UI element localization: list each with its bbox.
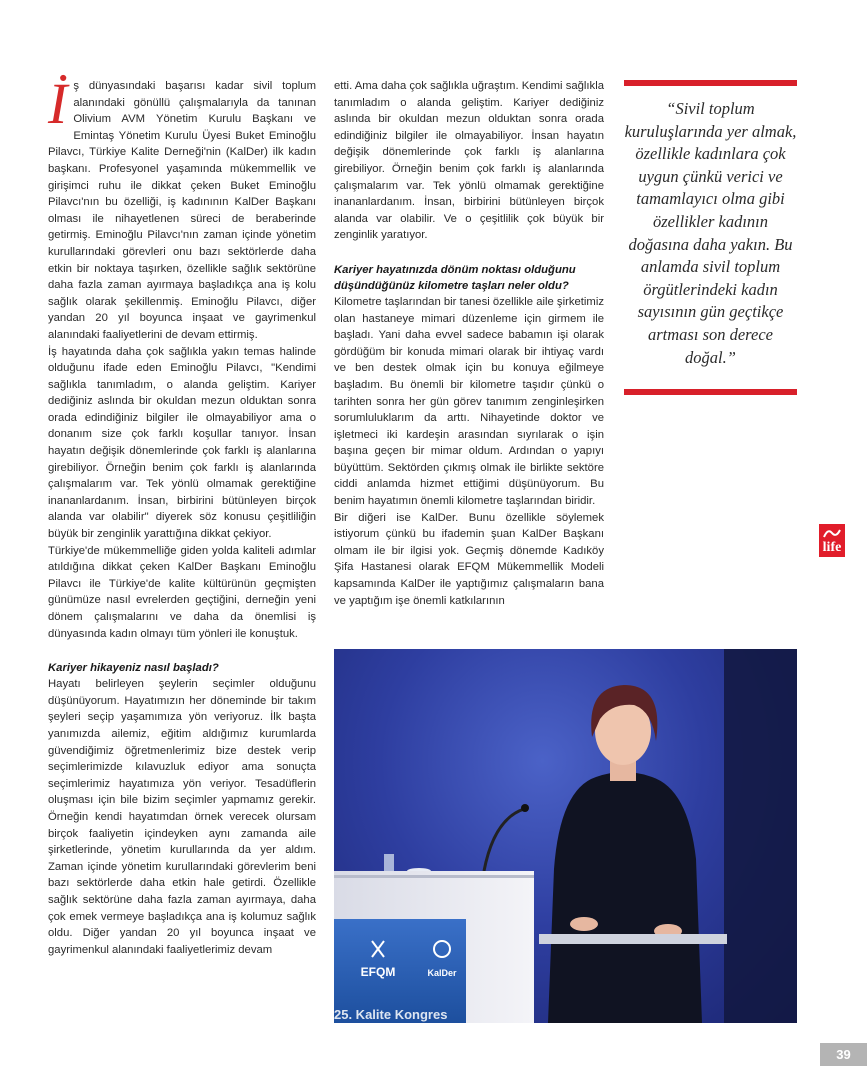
article-column-2 xyxy=(334,78,604,609)
logo-text: life xyxy=(822,540,842,555)
pull-quote: “Sivil toplum kuruluşlarında yer almak, özellikle kadınlara çok uygun çünkü verici ve tamamlayıcı olma gibi özellikler kadının doğasına daha yakın. Bu anlamda sivil toplum örgütlerindeki kadın sayısının gün geçtikçe artması son derece doğal.” xyxy=(624,99,797,367)
question-heading: Kariyer hikayeniz nasıl başladı? xyxy=(48,662,219,675)
speaker-photo xyxy=(334,649,797,1023)
paragraph: Bir diğeri ise KalDer. Bunu özellikle söylemek istiyorum çünkü bu ifademin şuan KalDer Başkanı olmam ile bir ilgisi yok. Geçmiş dönemde Kadıköy Şifa Hastanesi olarak EFQM Mükemmellik Modeli kapsamında KalDer ile yaptığımız çalışmaların bana ve yaptığım işe önemli katkılarının xyxy=(334,511,604,607)
paragraph: etti. Ama daha çok sağlıkla uğraştım. Kendimi sağlıkla tanımladım o alanda geliştim. Kariyer dediğiniz aslında bir okuldan mezun olduktan sonra orada edindiğiniz bilgiler ile olmayabiliyor. İnsan hayatın değişik dönemlerinde çok farklı iş alanlarına girebiliyor. Örneğin benim çok farklı iş alanlarında çalışmalarım var. Tek yönlü olmamak gerektiğine inananlardanım. İnsan, birbirini bütünleyen birçok alanda var olabilir. Ve o çeşitlilik çok büyük bir zenginlik yaratıyor. xyxy=(334,80,604,242)
efqm-logo-text: EFQM xyxy=(360,965,396,979)
pullquote-top-rule xyxy=(624,80,797,86)
paragraph: Hayatı belirleyen şeylerin seçimler olduğunu düşünüyorum. Hayatımızın her döneminde bir takım şeyleri seçip yaşamımıza yön veriyoruz. İlk başta yanımızda ailemiz, eğitim aldığımız kurumlarda güvendiğimiz öğretmenlerimiz bize destek verip seçimlerimizde kılavuzluk ediyor ama sonuçta seçimlerimiz hayatımıza yön veriyor. Tesadüflerin oluşması için bile bizim seçimler yapmamız gerekir. Örneğin kendi hayatımdan örnek verecek olursam birçok faaliyetin içindeyken aynı zamanda aile şirketlerinde, yönetim kurullarında da yer aldım. Zaman içinde yönetim kurullarındaki görevlerim beni bazı sektörlerde daha etkin hale getirdi. Özellikle sağlık sektörüne daha fazla zaman ayırmaya, daha çok emek vermeye başladıkça ana iş kolumuz sağlık oldu. Diğer yandan 20 yıl boyunca inşaat ve gayrimenkul alanındaki faaliyetlerimiz devam xyxy=(48,678,316,956)
magazine-logo xyxy=(819,524,845,557)
drop-cap: İ xyxy=(48,71,68,136)
logo-swirl-icon xyxy=(822,527,842,539)
pullquote-bottom-rule xyxy=(624,389,797,395)
article-column-1 xyxy=(48,71,316,958)
kalder-logo-text: KalDer xyxy=(427,968,457,978)
page-number: 39 xyxy=(820,1043,867,1066)
congress-banner-text: 25. Kalite Kongres xyxy=(334,1007,448,1022)
paragraph: İş hayatında daha çok sağlıkla yakın temas halinde olduğunu ifade eden Eminoğlu Pilavcı, "Kendimi sağlıkla tanımladım, o alanda geliştim. Kariyer dediğiniz aslında bir okuldan mezun olduktan sonra orada edindiğiniz bilgiler ile olmayabiliyor ama o donanım size çok farklı koşullar tanıyor. İnsan hayatın değişik dönemlerinde çok farklı iş alanlarına girebiliyor. Örneğin benim çok farklı iş alanlarında çalışmalarım var. Tek yönlü olmamak gerektiğine inananlardanım. İnsan, birbirini bütünleyen birçok alanda var olabilir" diyerek söz konusu çeşitliliğin büyük bir zenginlik yarattığına dikkat çekiyor. xyxy=(48,345,316,541)
question-heading: Kariyer hayatınızda dönüm noktası olduğunu düşündüğünüz kilometre taşları neler oldu? xyxy=(334,263,576,292)
paragraph: Kilometre taşlarından bir tanesi özellikle aile şirketimiz olan hastaneye mimari düzenleme için girmem ile başladı. Yani daha evvel sadece babamın işi olarak gördüğüm bir konuda mimari olarak bir ihtiyaç vardı ve ben destek olmak için bu konuya eğilmeye başladım. Bu önemli bir kilometre taşıdır çünkü o tarihten sonra her gün görev tanımım zenginleşirken sorumluluklarım da arttı. Nihayetinde doktor ve işletmeci iki kardeşin arasından sıyrılarak o işin başına geçen bir mimar oldum. Ardından o yapıyı büyüttüm. Sektörden çıkmış olmak ile birlikte sektöre ciddi anlamda hizmet ettiğimi düşünüyorum. Bu benim hayatımın önemli kilometre taşlarından biridir. xyxy=(334,295,604,508)
photo-illustration xyxy=(334,649,797,1023)
paragraph: Türkiye'de mükemmelliğe giden yolda kaliteli adımlar atıldığına dikkat çeken KalDer Başkanı Eminoğlu Pilavcı ile Türkiye'de kalite kültürünün geçmişten günümüze nasıl evrelerden geçtiğini, derneğin yeni dönem çalışmalarını ve daha da önemlisi iş dünyasında kadın olmayı tüm yönleri ile konuştuk. xyxy=(48,544,316,640)
intro-text: ş dünyasındaki başarısı kadar sivil toplum alanındaki gönüllü çalışmalarıyla da tanınan Olivium AVM Yönetim Kurulu Başkanı ve Emintaş Yönetim Kurulu Üyesi Buket Eminoğlu Pilavcı, Türkiye Kalite Derneği'nin (KalDer) ilk kadın başkanı. Profesyonel yaşamında mükemmellik ve girişimci ruhu ile dikkat çeken Buket Eminoğlu Pilavcı'nın bu özelliği, iş kadınının KalDer Başkanı olması ile nihayetlenen süreci de beraberinde getirmiş. Eminoğlu Pilavcı'nın zaman içinde yönetim kurullarındaki görevleri onu bazı sektörlerde daha etkin bir noktaya taşırken, özellikle sağlık sektörüne daha fazla zaman ayırmaya başladıkça ana iş kolu sağlık olarak şekillenmiş. Eminoğlu Pilavcı, diğer yandan 20 yıl boyunca inşaat ve gayrimenkul alanındaki faaliyetlerini de devam ettirmiş. xyxy=(48,80,316,341)
intro-paragraph xyxy=(48,71,316,344)
